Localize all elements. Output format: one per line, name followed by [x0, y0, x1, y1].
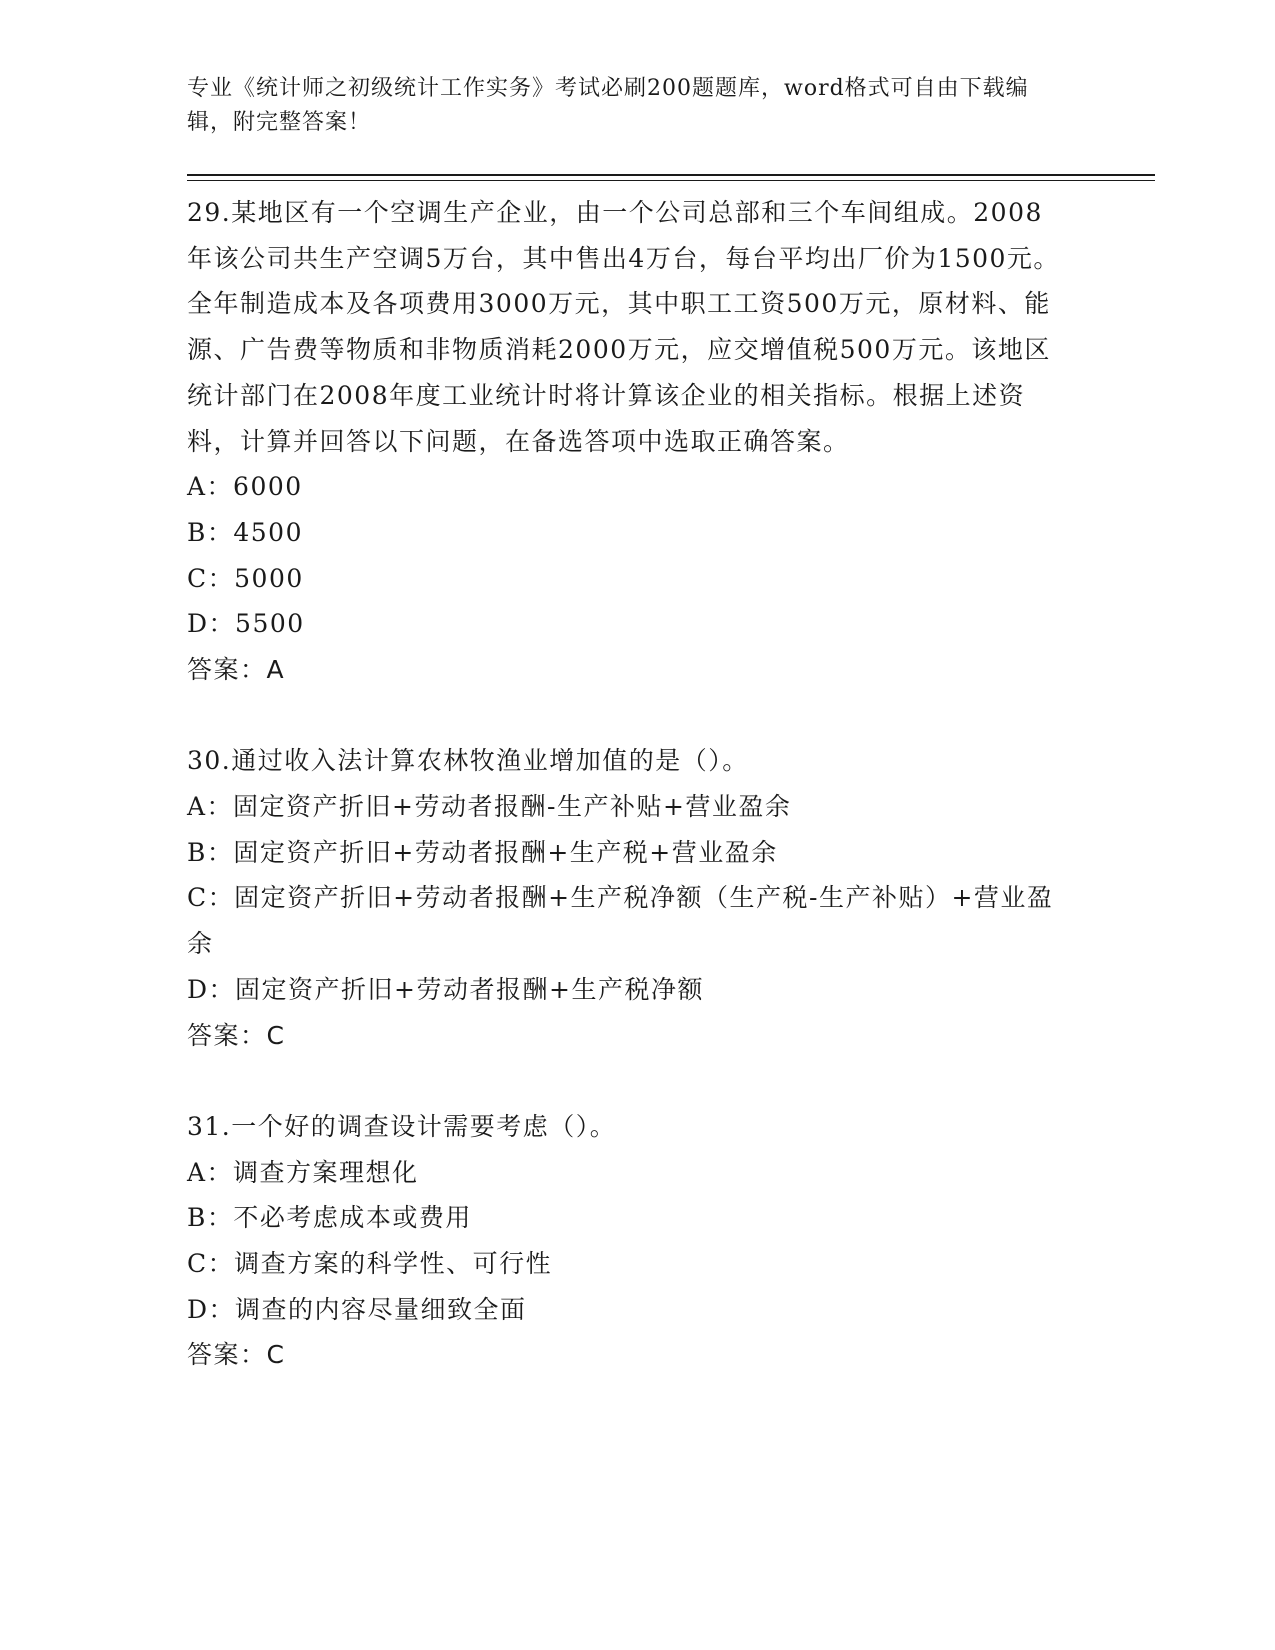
option-c: C：5000	[187, 563, 304, 593]
question-text: 30.通过收入法计算农林牧渔业增加值的是（）。	[187, 746, 749, 776]
header-divider-thick	[187, 174, 1155, 176]
document-header	[187, 72, 1067, 140]
answer-label: 答案：C	[187, 1020, 286, 1050]
option-a: A：调查方案理想化	[187, 1157, 419, 1187]
answer-label: 答案：C	[187, 1340, 286, 1370]
question-spacer	[187, 693, 1087, 739]
option-d: D：固定资产折旧+劳动者报酬+生产税净额	[187, 974, 704, 1004]
question-text: 31.一个好的调查设计需要考虑（）。	[187, 1111, 617, 1141]
question-block-30	[187, 738, 1087, 1058]
answer-label: 答案：A	[187, 654, 286, 684]
question-text: 29.某地区有一个空调生产企业，由一个公司总部和三个车间组成。2008年该公司共生产空调5万台，其中售出4万台，每台平均出厂价为1500元。全年制造成本及各项费用3000万元，其中职工工资500万元，原材料、能源、广告费等物质和非物质消耗2000万元，应交增值税500万元。该地区统计部门在2008年度工业统计时将计算该企业的相关指标。根据上述资料，计算并回答以下问题，在备选答项中选取正确答案。	[187, 198, 1060, 456]
question-block-29	[187, 190, 1087, 693]
option-c: C：固定资产折旧+劳动者报酬+生产税净额（生产税-生产补贴）+营业盈余	[187, 883, 1054, 959]
option-a: A：固定资产折旧+劳动者报酬-生产补贴+营业盈余	[187, 792, 792, 822]
option-b: B：不必考虑成本或费用	[187, 1203, 472, 1233]
option-b: B：固定资产折旧+劳动者报酬+生产税+营业盈余	[187, 837, 778, 867]
option-a: A：6000	[187, 472, 303, 502]
option-d: D：5500	[187, 609, 305, 639]
header-intro-text: 专业《统计师之初级统计工作实务》考试必刷200题题库，word格式可自由下载编辑，附完整答案！	[187, 76, 1029, 135]
question-spacer	[187, 1058, 1087, 1104]
option-b: B：4500	[187, 517, 303, 547]
header-divider-thin	[187, 180, 1155, 181]
question-block-31	[187, 1104, 1087, 1378]
option-d: D：调查的内容尽量细致全面	[187, 1294, 527, 1324]
option-c: C：调查方案的科学性、可行性	[187, 1248, 553, 1278]
question-list	[187, 190, 1087, 1378]
